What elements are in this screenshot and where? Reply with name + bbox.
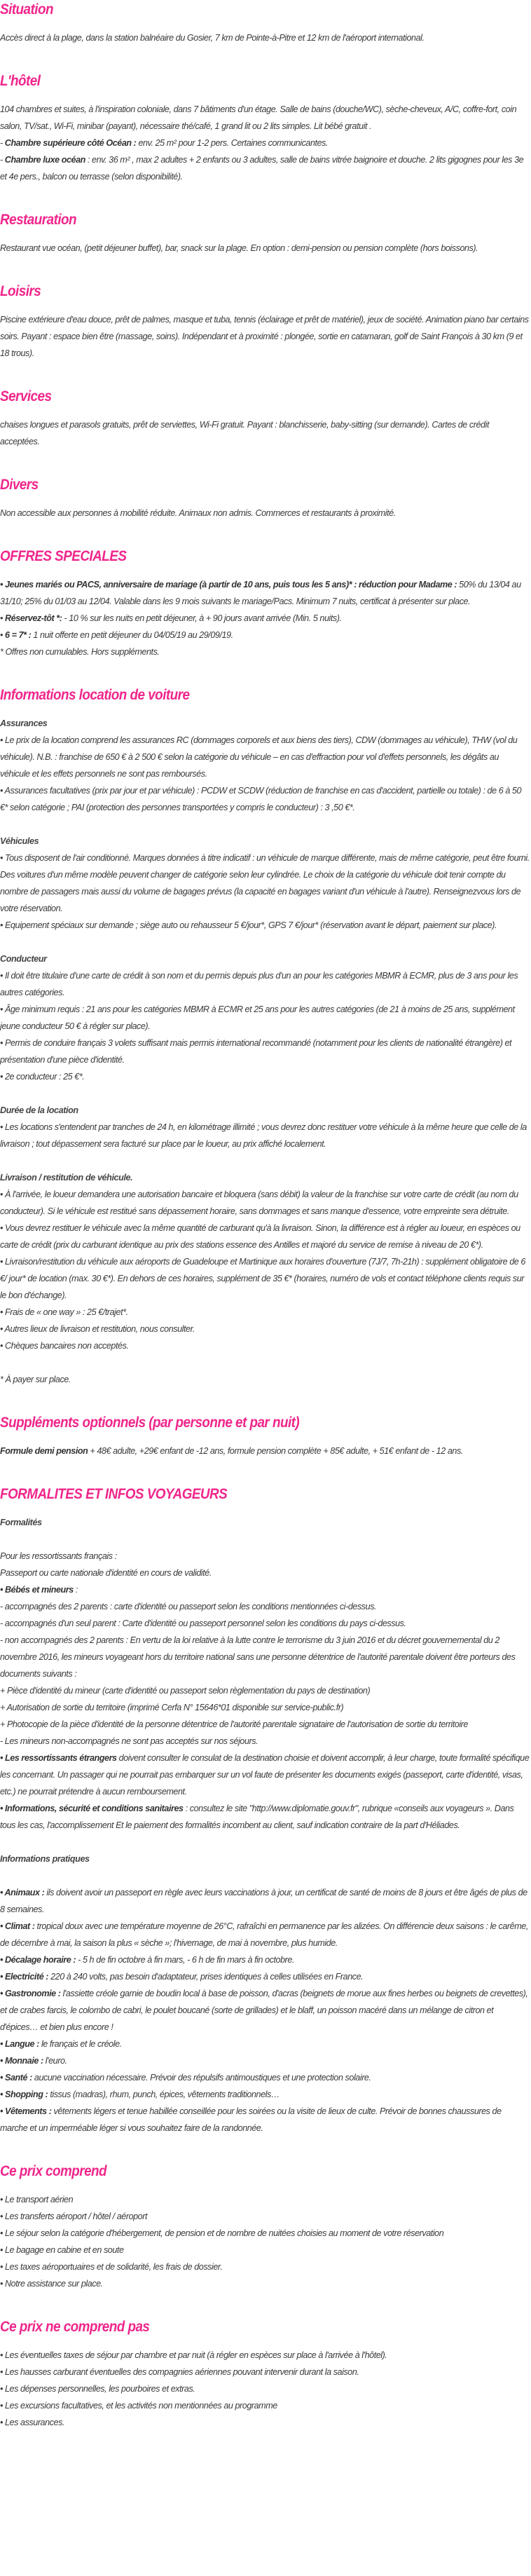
comprend-item: • Le bagage en cabine et en soute	[0, 2245, 124, 2255]
offre-reservez-tot-label: Réservez-tôt *:	[5, 613, 62, 623]
hotel-room-superieure: - Chambre supérieure côté Océan : env. 25 m² pour 1-2 pers. Certaines communicantes.	[0, 138, 329, 148]
comprend-item: • Le transport aérien	[0, 2195, 74, 2204]
section-title-location: Informations location de voiture	[0, 687, 190, 703]
room-luxe-label: Chambre luxe océan	[4, 155, 85, 165]
pratique-item	[0, 2052, 530, 2069]
section-title-services: Services	[0, 388, 52, 404]
livraison-item: • À l'arrivée, le loueur demandera une autorisation bancaire et bloquera (sans débit) la valeur de la franchise sur votre carte de crédit (au nom du conducteur). Si le véhicule est restitué sans dépassement horaire, sans dommages et sans manque d'essence, votre empreinte sera détruite.	[0, 1190, 518, 1216]
offre-6-7-label: 6 = 7* :	[5, 630, 32, 640]
offre-reservez-tot: • Réservez-tôt *: - 10 % sur les nuits en petit déjeuner, à + 90 jours avant arrivée (Min. 5 nuits).	[0, 613, 342, 623]
ne-comprend-item: • Les excursions facultatives, et les activités non mentionnées au programme	[0, 2401, 277, 2411]
restauration-text: Restaurant vue océan, (petit déjeuner buffet), bar, snack sur la plage. En option : demi-pension ou pension complète (hors boissons).	[0, 243, 478, 253]
loisirs-text: Piscine extérieure d'eau douce, prêt de palmes, masque et tuba, tennis (éclairage et prêt de matériel), jeux de société. Animation piano bar certains soirs. Payant : espace bien être (massage, soins). Indépendant et à proximité : plongée, sortie en catamaran, golf de Saint François à 30 km (9 et 18 trous).	[0, 315, 529, 358]
offre-jeunes-maries-text: 50% du 13/04 au 31/10; 25% du 01/03 au 12/04. Valable dans les 9 mois suivants le mariage/Pacs. Minimum 7 nuits, certificat à présenter sur place.	[0, 580, 521, 606]
section-title-ne-comprend-pas: Ce prix ne comprend pas	[0, 2319, 150, 2335]
formalites-line: - non accompagnés des 2 parents : En vertu de la loi relative à la lutte contre le terrorisme du 3 juin 2016 et du décret gouvernemental du 2 novembre 2016, les mineurs voyageant hors du territoire national sans une personne détentrice de l'autorité parentale doivent être porteurs des documents suivants :	[0, 1635, 516, 1679]
room-superieure-label: Chambre supérieure côté Océan :	[4, 138, 137, 148]
pratique-label: • Shopping :	[0, 2090, 48, 2099]
pratique-label: • Gastronomie :	[0, 1989, 61, 1998]
pratique-text: le français et le créole.	[39, 2039, 122, 2049]
vehicules-item: • Tous disposent de l'air conditionné. Marques données à titre indicatif : un véhicule de marque différente, mais de même catégorie, peut être fourni. Des voitures d'un même modèle peuvent changer de catégorie selon leur cylindrée. Le choix de la catégorie du véhicule doit tenir compte du nombre de passagers mais aussi du volume de bagages prévus (la capacité en bagages variant d'un véhicule à l'autre). Renseignezvous lors de votre réservation.	[0, 853, 530, 913]
room-luxe-text: : env. 36 m² , max 2 adultes + 2 enfants ou 3 adultes, salle de bains vitrée baignoire et douche. 2 lits gigognes pour les 3e et 4e pers., balcon ou terrasse (selon disponibilité).	[0, 155, 524, 182]
formalites-line: + Pièce d'identité du mineur (carte d'identité ou passeport selon règlementation du pays de destination)	[0, 1686, 371, 1696]
duree-item: • Les locations s'entendent par tranches de 24 h, en kilométrage illimité ; vous devrez donc restituer votre véhicule à la même heure que celle de la livraison ; tout dépassement sera facturé sur place par le loueur, au prix affiché localement.	[0, 1122, 527, 1149]
conducteur-item: • 2e conducteur : 25 €*.	[0, 1072, 85, 1082]
assurances-item: • Assurances facultatives (prix par jour et par véhicule) : PCDW et SCDW (réduction de franchise en cas d'accident, partielle ou totale) : de 6 à 50 €* selon catégorie ; PAI (protection des personnes transportées y compris le conducteur) : 3 ,50 €*.	[0, 786, 522, 812]
formalites-line: Pour les ressortissants français :	[0, 1551, 117, 1561]
pratique-label: • Vêtements :	[0, 2106, 52, 2116]
conducteur-item: • Permis de conduire français 3 volets suffisant mais permis international recommandé (notamment pour les clients de nationalité étrangère) et présentation d'une pièce d'identité.	[0, 1038, 512, 1065]
subsection-duree: Durée de la location	[0, 1105, 78, 1115]
infos-text: : consultez le site "http://www.diplomatie.gouv.fr", rubrique «conseils aux voyageurs ». Dans tous les cas, l'accomplissement Et le paiement des formalités incombent au client, sauf indication contraire de la part d'Héliades.	[0, 1804, 514, 1830]
pratique-text: - 5 h de fin octobre à fin mars, - 6 h de fin mars à fin octobre.	[76, 1955, 295, 1965]
pratique-text: l'assiette créole garnie de boudin local à base de poisson, d'acras (beignets de morue aux fines herbes ou beignets de crevettes), et de crabes farcis, le colombo de cabri, le poulet boucané (sorte de grillades) et le blaff, un poisson macéré dans un mélange de citron et d'épices… et bien plus encore !	[0, 1989, 528, 2032]
comprend-item: • Le séjour selon la catégorie d'hébergement, de pension et de nombre de nuitées choisies au moment de votre réservation	[0, 2228, 444, 2238]
formalites-line: + Photocopie de la pièce d'identité de la personne détentrice de l'autorité parentale signataire de l'autorisation de sortie du territoire	[0, 1719, 468, 1729]
livraison-item: • Livraison/restitution du véhicule aux aéroports de Guadeloupe et Martinique aux horaires d'ouverture (7J/7, 7h-21h) : supplément obligatoire de 6 €/ jour* de location (max. 30 €*). En dehors de ces horaires, supplément de 35 €* (horaires, numéro de vols et contact téléphone clients requis sur le bon d'échange).	[0, 1257, 525, 1300]
section-formalites	[0, 1485, 530, 2137]
section-prix-ne-comprend-pas	[0, 2317, 530, 2431]
vehicules-item: • Equipement spéciaux sur demande ; siège auto ou rehausseur 5 €/jour*, GPS 7 €/jour* (réservation avant le départ, paiement sur place).	[0, 920, 497, 930]
hotel-text: 104 chambres et suites, à l'inspiration coloniale, dans 7 bâtiments d'un étage. Salle de bains (douche/WC), sèche-cheveux, A/C, coffre-fort, coin salon, TV/sat., Wi-Fi, minibar (payant), nécessaire thé/café, 1 grand lit ou 2 lits simples. Lit bébé gratuit .	[0, 104, 517, 131]
pratique-label: • Climat :	[0, 1921, 35, 1931]
livraison-item: • Chèques bancaires non acceptés.	[0, 1341, 129, 1351]
pratique-label: • Electricité :	[0, 1972, 49, 1982]
offre-jeunes-maries	[0, 576, 530, 610]
section-prix-comprend	[0, 2162, 530, 2292]
pratique-item	[0, 1985, 530, 2036]
subsection-vehicules: Véhicules	[0, 836, 39, 846]
ne-comprend-item: • Les hausses carburant éventuelles des compagnies aériennes pouvant intervenir durant la saison.	[0, 2367, 359, 2377]
pratique-item	[0, 2086, 530, 2103]
pratique-label: • Animaux :	[0, 1888, 45, 1897]
conducteur-item: • Il doit être titulaire d'une carte de crédit à son nom et du permis depuis plus d'un an pour les catégories MBMR à ECMR, plus de 3 ans pour les autres catégories.	[0, 971, 518, 997]
room-superieure-text: env. 25 m² pour 1-2 pers. Certaines communicantes.	[136, 138, 329, 148]
infos-label: • Informations, sécurité et conditions sanitaires	[0, 1804, 184, 1813]
section-situation	[0, 0, 530, 46]
pratique-text: aucune vaccination nécessaire. Prévoir des répulsifs antimoustiques et une protection solaire.	[32, 2073, 371, 2083]
pratique-label: • Santé :	[0, 2073, 32, 2083]
formalites-line: - accompagnés des 2 parents : carte d'identité ou passeport selon les conditions mentionnées ci-dessus.	[0, 1602, 377, 1611]
section-services	[0, 387, 530, 450]
pratique-label: • Décalage horaire :	[0, 1955, 76, 1965]
ne-comprend-item: • Les dépenses personnelles, les pourboires et extras.	[0, 2384, 195, 2394]
formalites-line: - Les mineurs non-accompagnés ne sont pas acceptés sur nos séjours.	[0, 1736, 258, 1746]
location-note: * À payer sur place.	[0, 1375, 71, 1384]
pratique-item	[0, 1951, 530, 1968]
bebes-suffix: :	[73, 1585, 78, 1595]
hotel-room-luxe: - Chambre luxe océan : env. 36 m² , max 2 adultes + 2 enfants ou 3 adultes, salle de bains vitrée baignoire et douche. 2 lits gigognes pour les 3e et 4e pers., balcon ou terrasse (selon disponibilité).	[0, 155, 524, 182]
section-restauration	[0, 210, 530, 257]
livraison-item: • Frais de « one way » : 25 €/trajet*.	[0, 1307, 128, 1317]
ne-comprend-item: • Les assurances.	[0, 2418, 64, 2427]
pratique-item	[0, 1918, 530, 1951]
subsection-assurances: Assurances	[0, 718, 48, 728]
pratique-text: ils doivent avoir un passeport en règle avec leurs vaccinations à jour, un certificat de santé de moins de 8 jours et être âgés de plus de 8 semaines.	[0, 1888, 527, 1914]
pratique-text: tropical doux avec une température moyenne de 26°C, rafraîchi en permanence par les alizées. On différencie deux saisons : le carême, de décembre à mai, la saison la plus « sèche »; l'hivernage, de mai à novembre, plus humide.	[0, 1921, 528, 1948]
section-title-offres: OFFRES SPECIALES	[0, 548, 127, 564]
section-divers	[0, 475, 530, 522]
pratique-text: tissus (madras), rhum, punch, épices, vêtements traditionnels…	[48, 2090, 280, 2099]
section-title-hotel: L'hôtel	[0, 73, 41, 89]
offres-note: * Offres non cumulables. Hors suppléments.	[0, 647, 160, 657]
etrangers-label: • Les ressortissants étrangers	[0, 1753, 117, 1763]
formalites-infos	[0, 1800, 530, 1834]
section-title-formalites: FORMALITES ET INFOS VOYAGEURS	[0, 1486, 228, 1502]
section-supplements	[0, 1413, 530, 1459]
etrangers-text: doivent consulter le consulat de la destination choisie et doivent accomplir, à leur charge, toute formalité spécifique les concernant. Un passager qui ne pourrait pas embarquer sur un vol faute de présenter les documents exigés (passeport, carte d'identité, visas, etc.) ne pourrait prétendre à aucun remboursement.	[0, 1753, 530, 1797]
formalites-line: - accompagnés d'un seul parent : Carte d'identité ou passeport personnel selon les conditions du pays ci-dessus.	[0, 1618, 406, 1628]
subsection-infos-pratiques: Informations pratiques	[0, 1854, 90, 1864]
divers-text: Non accessible aux personnes à mobilité réduite. Animaux non admis. Commerces et restaurants à proximité.	[0, 508, 396, 518]
assurances-item: • Le prix de la location comprend les assurances RC (dommages corporels et aux biens des tiers), CDW (dommages au véhicule), THW (vol du véhicule). N.B. : franchise de 650 € à 2 500 € selon la catégorie du véhicule – en cas d'effraction pour vol d'effets personnels, les dégâts au véhicule et les effets personnels ne sont pas remboursés.	[0, 735, 518, 779]
offre-6-7: • 6 = 7* : 1 nuit offerte en petit déjeuner du 04/05/19 au 29/09/19.	[0, 630, 233, 640]
section-title-comprend: Ce prix comprend	[0, 2163, 107, 2179]
section-title-divers: Divers	[0, 477, 39, 493]
subsection-formalites: Formalités	[0, 1518, 42, 1527]
supplements-label: Formule demi pension	[0, 1446, 88, 1456]
supplements-text	[0, 1443, 530, 1459]
section-location-voiture	[0, 686, 530, 1388]
comprend-item: • Notre assistance sur place.	[0, 2279, 103, 2289]
section-title-situation: Situation	[0, 1, 53, 18]
comprend-item: • Les taxes aéroportuaires et de solidarité, les frais de dossier.	[0, 2262, 223, 2272]
ne-comprend-item: • Les éventuelles taxes de séjour par chambre et par nuit (à régler en espèces sur place à l'arrivée à l'hôtel).	[0, 2350, 387, 2360]
section-title-restauration: Restauration	[0, 212, 77, 228]
pratique-label: • Langue :	[0, 2039, 39, 2049]
section-hotel	[0, 71, 530, 185]
pratique-label: • Monnaie :	[0, 2056, 43, 2066]
subsection-conducteur: Conducteur	[0, 954, 47, 964]
pratique-text: l'euro.	[43, 2056, 67, 2066]
livraison-item: • Autres lieux de livraison et restitution, nous consulter.	[0, 1324, 195, 1334]
pratique-text: 220 à 240 volts, pas besoin d'adaptateur, prises identiques à celles utilisées en France.	[48, 1972, 364, 1982]
section-loisirs	[0, 282, 530, 362]
section-offres-speciales	[0, 547, 530, 660]
services-text: chaises longues et parasols gratuits, prêt de serviettes, Wi-Fi gratuit. Payant : blanchisserie, baby-sitting (sur demande). Cartes de crédit acceptées.	[0, 420, 490, 447]
offre-jeunes-maries-label: • Jeunes mariés ou PACS, anniversaire de mariage (à partir de 10 ans, puis tous les 5 ans)* : réduction pour Madame :	[0, 580, 457, 590]
pratique-item	[0, 2036, 530, 2052]
bebes-label: • Bébés et mineurs	[0, 1585, 74, 1595]
pratique-item	[0, 1884, 530, 1918]
formalites-line: + Autorisation de sortie du territoire (imprimé Cerfa N° 15646*01 disponible sur service-public.fr)	[0, 1703, 344, 1712]
subsection-livraison: Livraison / restitution de véhicule.	[0, 1173, 133, 1183]
pratique-item	[0, 2103, 530, 2137]
section-title-supplements: Suppléments optionnels (par personne et par nuit)	[0, 1415, 300, 1431]
comprend-item: • Les transferts aéroport / hôtel / aéroport	[0, 2212, 148, 2221]
pratique-item	[0, 2069, 530, 2086]
formalites-bebes	[0, 1581, 530, 1598]
formalites-line: Passeport ou carte nationale d'identité en cours de validité.	[0, 1568, 212, 1578]
section-title-loisirs: Loisirs	[0, 283, 41, 299]
conducteur-item: • Âge minimum requis : 21 ans pour les catégories MBMR à ECMR et 25 ans pour les autres catégories (de 21 à moins de 25 ans, supplément jeune conducteur 50 € à régler sur place).	[0, 1004, 515, 1031]
formalites-etrangers	[0, 1750, 530, 1800]
offre-reservez-tot-text: - 10 % sur les nuits en petit déjeuner, à + 90 jours avant arrivée (Min. 5 nuits).	[62, 613, 342, 623]
supplements-detail: + 48€ adulte, +29€ enfant de -12 ans, formule pension complète + 85€ adulte, + 51€ enfant de - 12 ans.	[88, 1446, 463, 1456]
pratique-item	[0, 1968, 530, 1985]
pratique-text: vêtements légers et tenue habillée conseillée pour les soirées ou la visite de lieux de culte. Prévoir de bonnes chaussures de marche et un imperméable léger si vous souhaitez faire de la randonnée.	[0, 2106, 502, 2133]
livraison-item: • Vous devrez restituer le véhicule avec la même quantité de carburant qu'à la livraison. Sinon, la différence est à régler au loueur, en espèces ou carte de crédit (prix du carburant identique au prix des stations essence des Antilles et majoré du service de remise à niveau de 20 €*).	[0, 1223, 520, 1250]
situation-text: Accès direct à la plage, dans la station balnéaire du Gosier, 7 km de Pointe-à-Pitre et 12 km de l'aéroport international.	[0, 33, 425, 43]
offre-6-7-text: 1 nuit offerte en petit déjeuner du 04/05/19 au 29/09/19.	[31, 630, 233, 640]
